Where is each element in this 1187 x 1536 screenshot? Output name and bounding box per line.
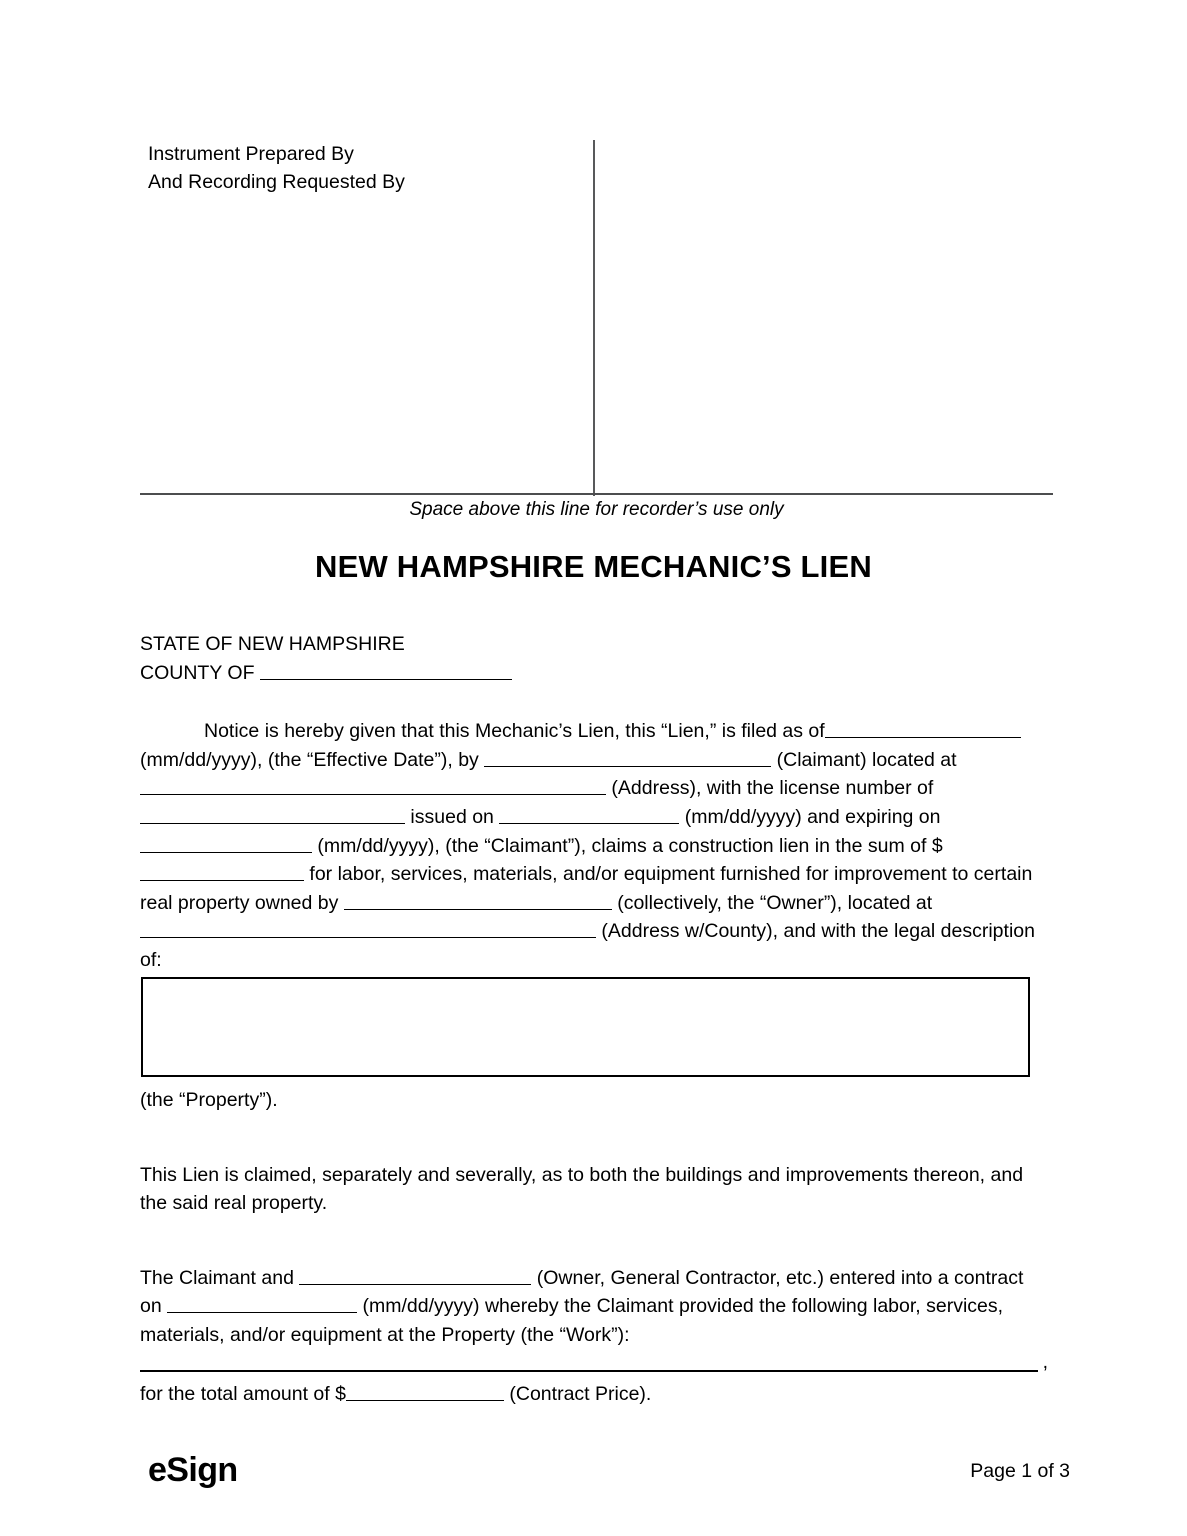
- contract-price-input[interactable]: [346, 1380, 504, 1401]
- contract-price-text-1: for the total amount of $: [140, 1382, 346, 1405]
- county-input[interactable]: [260, 659, 512, 680]
- contract-text-3: (mm/dd/yyyy) whereby the Claimant provided the following labor, services, materials, and/or equipment at the Property (the “Work”):: [140, 1295, 1004, 1346]
- notice-text-1: Notice is hereby given that this Mechanic’s Lien, this “Lien,” is filed as of: [204, 720, 825, 743]
- contract-text-2: (Owner, General Contractor, etc.) entered into a contract on: [140, 1266, 1024, 1318]
- state-line: STATE OF NEW HAMPSHIRE: [140, 633, 405, 655]
- recorder-instruction-line-2: And Recording Requested By: [148, 171, 405, 193]
- spacer: [140, 687, 1038, 717]
- contract-date-input[interactable]: [167, 1293, 357, 1314]
- property-definition-line: (the “Property”).: [140, 1089, 278, 1111]
- claim-scope-paragraph: This Lien is claimed, separately and severally, as to both the buildings and improvements thereon, and the said real property.: [140, 1163, 1024, 1215]
- notice-text-9: (collectively, the “Owner”), located at: [611, 891, 933, 914]
- notice-text-4: (Address), with the license number of: [606, 777, 934, 800]
- recorder-vertical-divider: [593, 140, 595, 496]
- notice-paragraph: [140, 717, 1038, 974]
- notice-text-8: for labor, services, materials, and/or equipment furnished for improvement to certain real property owned by: [140, 863, 1033, 914]
- recorder-horizontal-rule: [140, 493, 1053, 495]
- effective-date-input[interactable]: [825, 718, 1021, 739]
- notice-text-2: (mm/dd/yyyy), (the “Effective Date”), by: [140, 748, 485, 771]
- claimant-name-input[interactable]: [484, 746, 771, 767]
- document-body-lower: [140, 1086, 1048, 1408]
- owner-name-input[interactable]: [344, 889, 612, 910]
- contract-price-line: [140, 1380, 1038, 1409]
- contract-text-1: The Claimant and: [140, 1266, 300, 1289]
- recorder-header-block: [140, 136, 1053, 496]
- work-description-trailing-comma: ,: [1042, 1350, 1048, 1373]
- property-address-input[interactable]: [140, 918, 596, 939]
- county-line: [140, 659, 1038, 688]
- recorder-caption: Space above this line for recorder’s use only: [409, 499, 784, 520]
- notice-text-7: (mm/dd/yyyy), (the “Claimant”), claims a construction lien in the sum of $: [312, 834, 943, 857]
- jurisdiction-block: [140, 630, 1038, 687]
- esign-logo: eSign: [148, 1451, 238, 1489]
- work-description-row: [140, 1350, 1048, 1373]
- notice-text-5: issued on: [405, 805, 500, 828]
- notice-text-10: (Address w/County), and with the legal description of:: [140, 920, 1035, 971]
- document-body: [140, 630, 1038, 975]
- claimant-address-input[interactable]: [140, 775, 606, 796]
- license-number-input[interactable]: [140, 803, 405, 824]
- license-expiry-date-input[interactable]: [140, 832, 312, 853]
- contract-paragraph: [140, 1264, 1038, 1350]
- recorder-instructions: [148, 140, 405, 196]
- notice-text-6: (mm/dd/yyyy) and expiring on: [679, 805, 941, 828]
- contract-party-input[interactable]: [299, 1264, 531, 1285]
- county-label: COUNTY OF: [140, 661, 260, 684]
- lien-sum-input[interactable]: [140, 861, 304, 882]
- page-number: Page 1 of 3: [970, 1460, 1070, 1482]
- license-issued-date-input[interactable]: [499, 803, 679, 824]
- spacer: [140, 1218, 1038, 1264]
- contract-price-text-2: (Contract Price).: [503, 1382, 652, 1405]
- notice-text-3: (Claimant) located at: [771, 748, 957, 771]
- work-description-input[interactable]: [140, 1370, 1038, 1372]
- spacer: [140, 1115, 1038, 1161]
- legal-description-box[interactable]: [141, 977, 1030, 1077]
- recorder-instruction-line-1: Instrument Prepared By: [148, 143, 354, 165]
- page-title: NEW HAMPSHIRE MECHANIC’S LIEN: [315, 549, 872, 584]
